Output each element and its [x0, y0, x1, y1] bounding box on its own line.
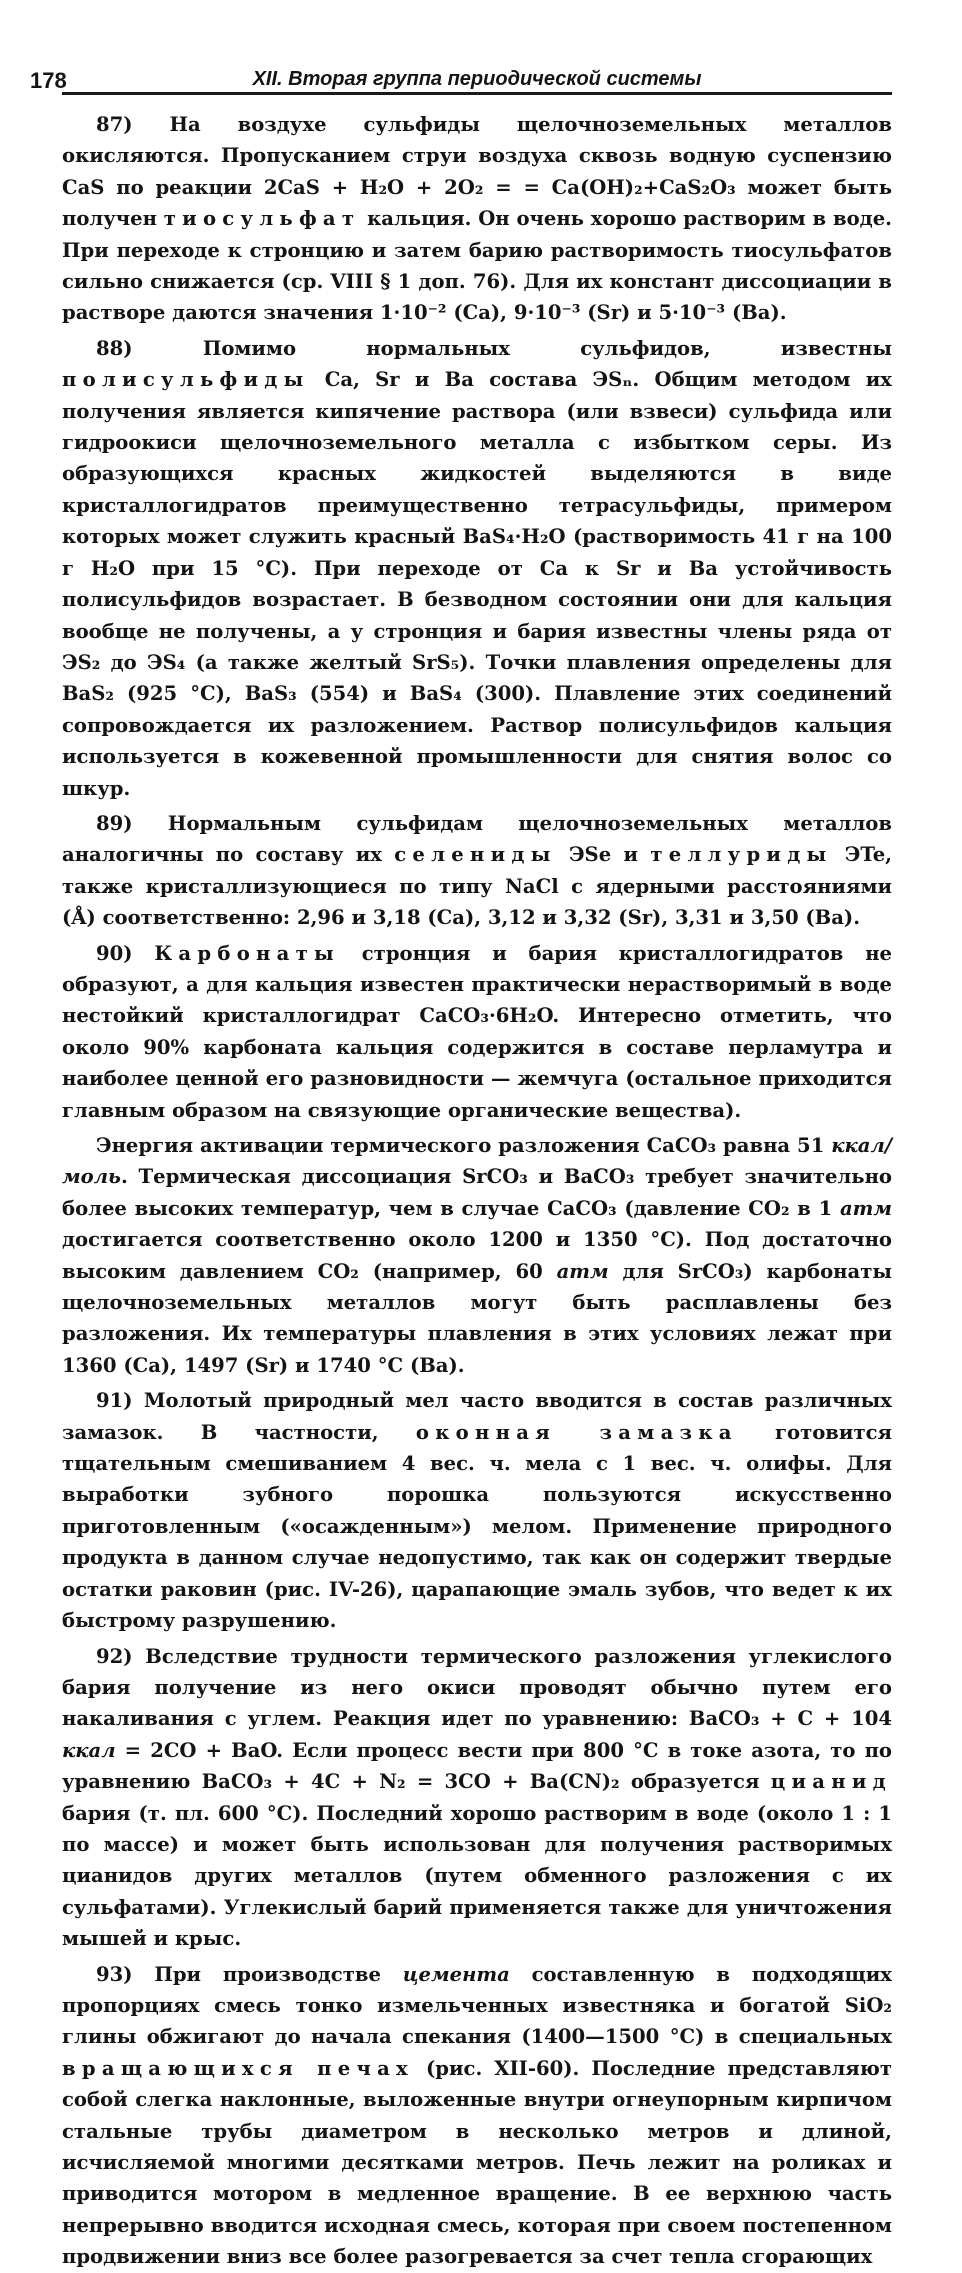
paragraph-91: [62, 1385, 892, 1636]
italic-term: цемента: [402, 1962, 510, 1986]
page-body: [62, 109, 892, 2273]
text-run: 93) При производстве: [96, 1962, 403, 1986]
text-run: (рис. XII-60). Последние представляют собой слегка наклонные, выложенные внутри огнеупорным кирпичом стальные трубы диаметром в несколько метров и длиной, исчисляемой многими десятками метров. Печь лежит на роликах и приводится мотором в медленное вращение. В ее верхнюю часть непрерывно вводится исходная смесь, которая при своем постепенном продвижении вниз все более разогревается за счет тепла сгорающих: [62, 2056, 892, 2269]
text-run: готовится тщательным смешиванием 4 вес. ч. мела с 1 вес. ч. олифы. Для выработки зубного порошка пользуются искусственно приготовленным («осажденным») мелом. Применение природного продукта в данном случае недопустимо, так как он содержит твердые остатки раковин (рис. IV-26), царапающие эмаль зубов, что ведет к их быстрому разрушению.: [62, 1420, 892, 1633]
italic-unit: ккал/моль: [62, 1134, 892, 1189]
text-run: 89) Нормальным сульфидам щелочноземельных металлов аналогичны по составу их: [62, 811, 892, 867]
paragraph-93: [62, 1959, 892, 2273]
spaced-term: цианид: [770, 1770, 892, 1794]
text-run: Энергия активации термического разложения CaCO₃ равна 51: [96, 1134, 832, 1157]
paragraph-90: [62, 938, 892, 1126]
spaced-term: оконная замазка: [415, 1420, 738, 1444]
text-run: ЭTe, также кристаллизующиеся по типу NaCl с ядерными расстояниями (Å) соответственно: 2,96 и 3,18 (Ca), 3,12 и 3,32 (Sr), 3,31 и 3,50 (Ba).: [62, 843, 892, 930]
text-run: Ca, Sr и Ba состава ЭSₙ. Общим методом их получения является кипячение раствора (или взвеси) сульфида или гидроокиси щелочноземельного металла с избытком серы. Из образующихся красных жидкостей выделяются в виде кристаллогидратов преимущественно тетрасульфиды, примером которых может служить красный BaS₄·H₂O (растворимость 41 г на 100 г H₂O при 15 °C). При переходе от Ca к Sr и Ba устойчивость полисульфидов возрастает. В безводном состоянии они для кальция вообще не получены, а у стронция и бария известны члены ряда от ЭS₂ до ЭS₄ (а также желтый SrS₅). Точки плавления определены для BaS₂ (925 °C), BaS₃ (554) и BaS₄ (300). Плавление этих соединений сопровождается их разложением. Раствор полисульфидов кальция используется в кожевенной промышленности для снятия волос со шкур.: [62, 368, 892, 800]
paragraph-88: [62, 333, 892, 804]
spaced-term: Карбонаты: [154, 941, 340, 965]
spaced-term: теллуриды: [650, 843, 833, 867]
text-run: . Термическая диссоциация SrCO₃ и BaCO₃ требует значительно более высоких температур, чем в случае CaCO₃ (давление CO₂ в 1: [62, 1165, 892, 1220]
text-run: 87) На воздухе сульфиды щелочноземельных металлов окисляются. Пропусканием струи воздуха сквозь водную суспензию CaS по реакции 2CaS + H₂O + 2O₂ = = Ca(OH)₂+CaS₂O₃ может быть получен: [62, 113, 892, 231]
text-run: 88) Помимо нормальных сульфидов, известны: [96, 336, 892, 360]
page-header: [30, 58, 892, 95]
spaced-term: вращающихся печах: [62, 2056, 414, 2080]
text-run: ЭSe и: [556, 843, 651, 867]
paragraph-87: [62, 109, 892, 329]
spaced-term: селениды: [394, 843, 557, 867]
text-run: стронция и бария кристаллогидратов не образуют, а для кальция известен практически нерастворимый в воде нестойкий кристаллогидрат CaCO₃·6H₂O. Интересно отметить, что около 90% карбоната кальция содержится в составе перламутра и наиболее ценной его разновидности — жемчуга (остальное приходится главным образом на связующие органические вещества).: [62, 941, 893, 1122]
paragraph-90-continued: [62, 1130, 892, 1381]
text-run: достигается соответственно около 1200 и 1350 °C). Под достаточно высоким давлением CO₂ (например, 60: [62, 1228, 892, 1283]
text-run: 90): [96, 941, 155, 965]
text-run: составленную в подходящих пропорциях смесь тонко измельченных известняка и богатой SiO₂ глины обжигают до начала спекания (1400—1500 °C) в специальных: [62, 1962, 892, 2049]
page-number: 178: [30, 68, 67, 93]
paragraph-89: [62, 808, 892, 934]
spaced-term: полисульфиды: [62, 368, 310, 392]
text-run: 92) Вследствие трудности термического разложения углекислого бария получение из него окиси проводят обычно путем его накаливания с углем. Реакция идет по уравнению: BaCO₃ + C + 104: [62, 1644, 892, 1731]
italic-unit: атм: [839, 1196, 892, 1220]
text-run: бария (т. пл. 600 °C). Последний хорошо растворим в воде (около 1 : 1 по массе) и может быть использован для получения растворимых цианидов других металлов (путем обменного разложения с их сульфатами). Углекислый барий применяется также для уничтожения мышей и крыс.: [62, 1801, 892, 1951]
italic-unit: атм: [556, 1259, 609, 1283]
paragraph-92: [62, 1641, 892, 1955]
text-run: кальция. Он очень хорошо растворим в воде. При переходе к стронцию и затем барию растворимость тиосульфатов сильно снижается (ср. VIII § 1 доп. 76). Для их констант диссоциации в растворе даются значения 1·10⁻² (Ca), 9·10⁻³ (Sr) и 5·10⁻³ (Ba).: [62, 207, 892, 325]
text-run: 91) Молотый природный мел часто вводится в состав различных замазок. В частности,: [62, 1389, 892, 1444]
running-title: XII. Вторая группа периодической системы: [252, 68, 702, 90]
italic-unit: ккал: [62, 1738, 116, 1762]
spaced-term: тиосульфат: [163, 207, 361, 231]
text-run: = 2CO + BaO. Если процесс вести при 800 °C в токе азота, то по уравнению BaCO₃ + 4C + N₂ = 3CO + Ba(CN)₂ образуется: [62, 1738, 892, 1794]
text-run: для SrCO₃) карбонаты щелочноземельных металлов могут быть расплавлены без разложения. Их температуры плавления в этих условиях лежат при 1360 (Ca), 1497 (Sr) и 1740 °C (Ba).: [62, 1259, 892, 1377]
